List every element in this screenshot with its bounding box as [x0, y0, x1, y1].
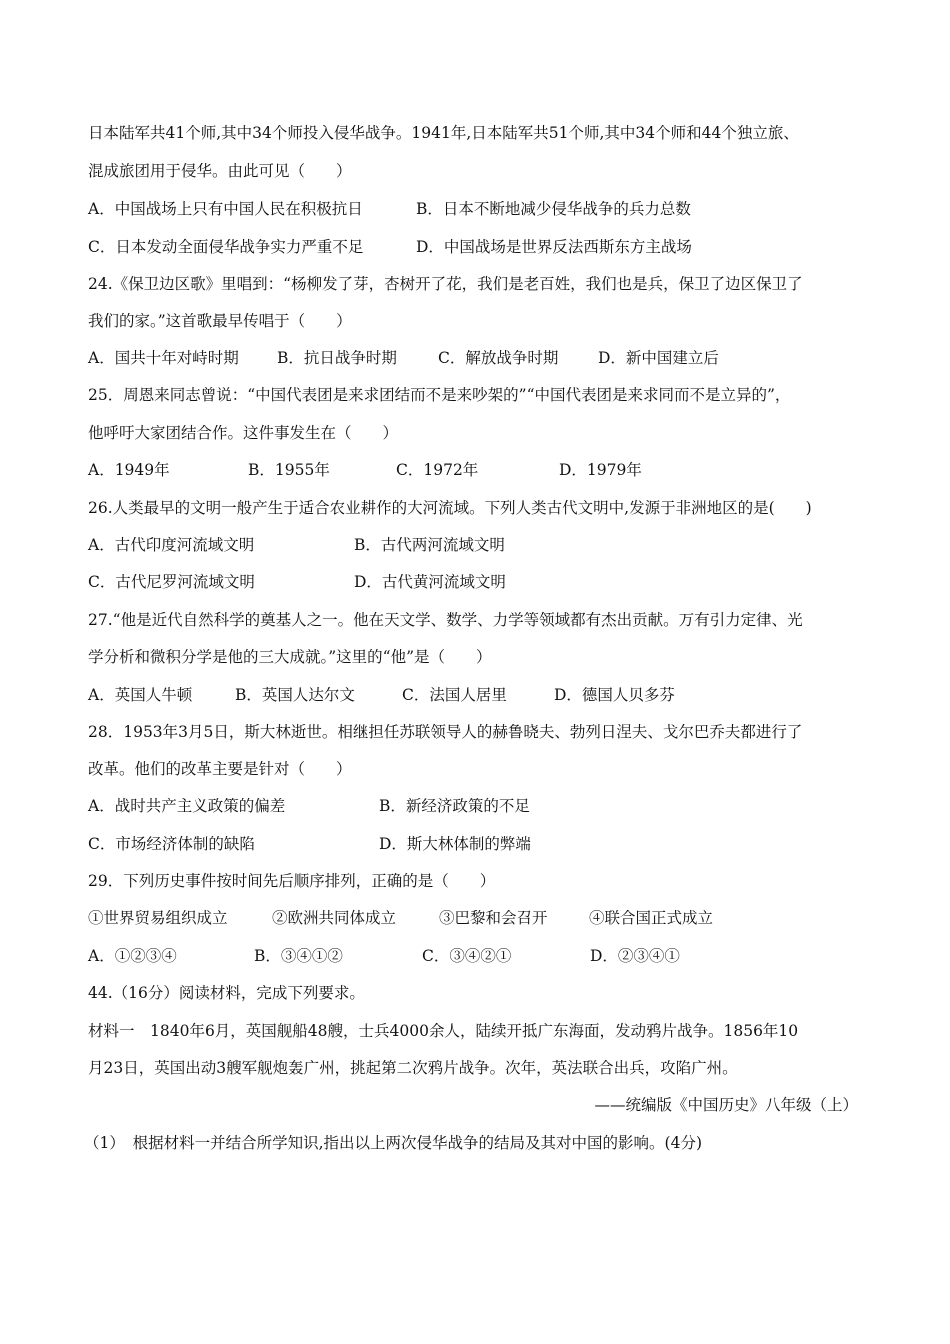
q25-option-a: A．1949年 — [88, 461, 170, 479]
q27-option-a: A．英国人牛顿 — [88, 686, 193, 704]
q23-continuation-line-2: 混成旅团用于侵华。由此可见（ ） — [88, 162, 352, 180]
q24-option-d: D．新中国建立后 — [598, 349, 719, 367]
q29-option-a: A．①②③④ — [88, 947, 177, 965]
q23-continuation-line-1: 日本陆军共41个师,其中34个师投入侵华战争。1941年,日本陆军共51个师,其中34个师和44个独立旅、 — [88, 124, 799, 142]
q29-event-2: ②欧洲共同体成立 — [272, 909, 397, 927]
q28-option-b: B．新经济政策的不足 — [379, 797, 530, 815]
q28-option-c: C．市场经济体制的缺陷 — [88, 835, 255, 853]
q24-stem-line-2: 我们的家。”这首歌最早传唱于（ ） — [88, 312, 352, 330]
q24-option-b: B．抗日战争时期 — [277, 349, 397, 367]
q23-options-row-1 — [88, 198, 870, 220]
q23-option-d: D．中国战场是世界反法西斯东方主战场 — [416, 238, 692, 256]
q29-event-1: ①世界贸易组织成立 — [88, 909, 228, 927]
q23-option-c: C．日本发动全面侵华战争实力严重不足 — [88, 238, 364, 256]
q24-option-a: A．国共十年对峙时期 — [88, 349, 239, 367]
q29-event-3: ③巴黎和会召开 — [439, 909, 548, 927]
q28-options-row-1 — [88, 795, 870, 817]
q25-stem-line-2: 他呼吁大家团结合作。这件事发生在（ ） — [88, 424, 399, 442]
q26-option-d: D．古代黄河流域文明 — [354, 573, 506, 591]
q28-stem-line-1: 28．1953年3月5日，斯大林逝世。相继担任苏联领导人的赫鲁晓夫、勃列日涅夫、戈尔巴乔夫都进行了 — [88, 723, 803, 741]
q26-options-row-2 — [88, 571, 870, 593]
q24-options-row — [88, 347, 870, 369]
q23-options-row-2 — [88, 236, 870, 258]
q28-options-row-2 — [88, 833, 870, 855]
q27-option-d: D．德国人贝多芬 — [554, 686, 675, 704]
q44-material-1-line-2: 月23日，英国出动3艘军舰炮轰广州，挑起第二次鸦片战争。次年，英法联合出兵，攻陷广州。 — [88, 1059, 738, 1077]
q29-event-4: ④联合国正式成立 — [589, 909, 714, 927]
q29-option-d: D．②③④① — [590, 947, 680, 965]
q44-subquestion-1: （1） 根据材料一并结合所学知识,指出以上两次侵华战争的结局及其对中国的影响。(4分) — [84, 1134, 702, 1152]
q23-option-b: B．日本不断地减少侵华战争的兵力总数 — [416, 200, 691, 218]
q27-stem-line-1: 27.“他是近代自然科学的奠基人之一。他在天文学、数学、力学等领域都有杰出贡献。万有引力定律、光 — [88, 611, 803, 629]
q24-stem-line-1: 24.《保卫边区歌》里唱到：“杨柳发了芽，杏树开了花，我们是老百姓，我们也是兵，保卫了边区保卫了 — [88, 275, 803, 293]
q25-option-b: B．1955年 — [248, 461, 330, 479]
q44-stem: 44.（16分）阅读材料，完成下列要求。 — [88, 984, 365, 1002]
q29-options-row — [88, 945, 870, 967]
q26-option-b: B．古代两河流域文明 — [354, 536, 505, 554]
q27-option-c: C．法国人居里 — [402, 686, 507, 704]
q23-option-a: A．中国战场上只有中国人民在积极抗日 — [88, 200, 363, 218]
q44-material-1-line-1: 材料一 1840年6月，英国舰船48艘，士兵4000余人，陆续开抵广东海面，发动鸦片战争。1856年10 — [88, 1022, 799, 1040]
q29-option-c: C．③④②① — [422, 947, 512, 965]
q27-option-b: B．英国人达尔文 — [235, 686, 355, 704]
q25-option-c: C．1972年 — [396, 461, 479, 479]
q26-option-a: A．古代印度河流域文明 — [88, 536, 255, 554]
q24-option-c: C．解放战争时期 — [438, 349, 559, 367]
q44-material-source: ——统编版《中国历史》八年级（上） — [594, 1096, 858, 1114]
q26-option-c: C．古代尼罗河流域文明 — [88, 573, 255, 591]
q28-option-a: A．战时共产主义政策的偏差 — [88, 797, 286, 815]
q28-stem-line-2: 改革。他们的改革主要是针对（ ） — [88, 760, 352, 778]
q25-options-row — [88, 459, 870, 481]
q28-option-d: D．斯大林体制的弊端 — [379, 835, 531, 853]
q27-options-row — [88, 684, 870, 706]
q25-option-d: D．1979年 — [559, 461, 642, 479]
q29-option-b: B．③④①② — [254, 947, 343, 965]
q26-stem: 26.人类最早的文明一般产生于适合农业耕作的大河流域。下列人类古代文明中,发源于非洲地区的是( ) — [88, 499, 812, 517]
q26-options-row-1 — [88, 534, 870, 556]
q29-events-row — [88, 907, 870, 929]
q29-stem: 29．下列历史事件按时间先后顺序排列，正确的是（ ） — [88, 872, 496, 890]
q27-stem-line-2: 学分析和微积分学是他的三大成就。”这里的“他”是（ ） — [88, 648, 492, 666]
q25-stem-line-1: 25．周恩来同志曾说：“中国代表团是来求团结而不是来吵架的”“中国代表团是来求同而不是立异的”， — [88, 386, 791, 404]
